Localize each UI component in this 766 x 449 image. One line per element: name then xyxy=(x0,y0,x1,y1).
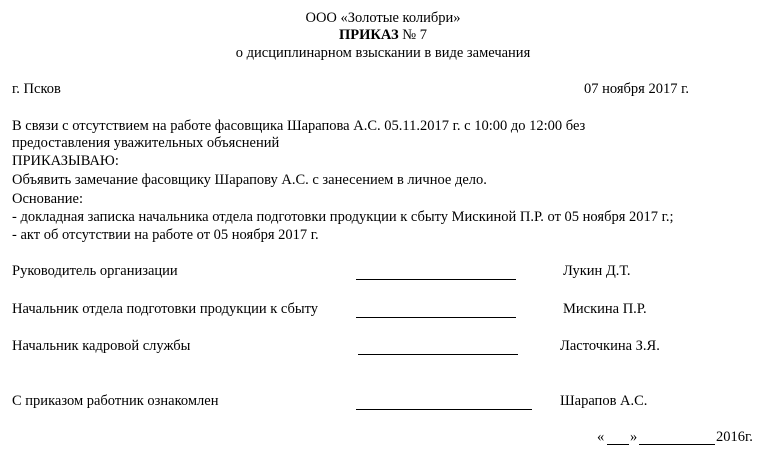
basis-heading: Основание: xyxy=(12,191,83,207)
order-date: 07 ноября 2017 г. xyxy=(584,81,690,97)
signature-line xyxy=(356,409,532,410)
ack-month-line xyxy=(639,444,715,445)
order-label: ПРИКАЗ xyxy=(338,27,399,43)
order-subject: о дисциплинарном взыскании в виде замечания xyxy=(235,45,531,61)
basis-item: - акт об отсутствии на работе от 05 ноября 2017 г. xyxy=(12,227,319,243)
signature-line xyxy=(356,279,516,280)
body-line-2: предоставления уважительных объяснений xyxy=(12,135,280,151)
signature-line xyxy=(356,317,516,318)
ack-open-quote: « xyxy=(597,429,605,445)
ack-year: 2016г. xyxy=(716,429,753,445)
signature-line xyxy=(358,354,518,355)
order-text: Объявить замечание фасовщику Шарапову А.С. с занесением в личное дело. xyxy=(12,172,487,188)
signature-name: Мискина П.Р. xyxy=(563,301,647,317)
order-number: № 7 xyxy=(398,27,428,43)
org-name: ООО «Золотые колибри» xyxy=(305,10,461,26)
signature-role: С приказом работник ознакомлен xyxy=(12,393,219,409)
signature-role: Руководитель организации xyxy=(12,263,178,279)
signature-name: Шарапов А.С. xyxy=(560,393,648,409)
ack-close-quote: » xyxy=(630,429,638,445)
basis-item: - докладная записка начальника отдела подготовки продукции к сбыту Мискиной П.Р. от 05 ноября 2017 г.; xyxy=(12,209,674,225)
order-title xyxy=(0,27,766,44)
signature-role: Начальник кадровой службы xyxy=(12,338,191,354)
signature-role: Начальник отдела подготовки продукции к сбыту xyxy=(12,301,319,317)
ack-day-line xyxy=(607,444,629,445)
signature-name: Лукин Д.Т. xyxy=(563,263,631,279)
city: г. Псков xyxy=(12,81,61,97)
signature-name: Ласточкина З.Я. xyxy=(560,338,660,354)
orders-heading: ПРИКАЗЫВАЮ: xyxy=(12,153,119,169)
body-line-1: В связи с отсутствием на работе фасовщика Шарапова А.С. 05.11.2017 г. с 10:00 до 12:00 без xyxy=(12,118,586,134)
